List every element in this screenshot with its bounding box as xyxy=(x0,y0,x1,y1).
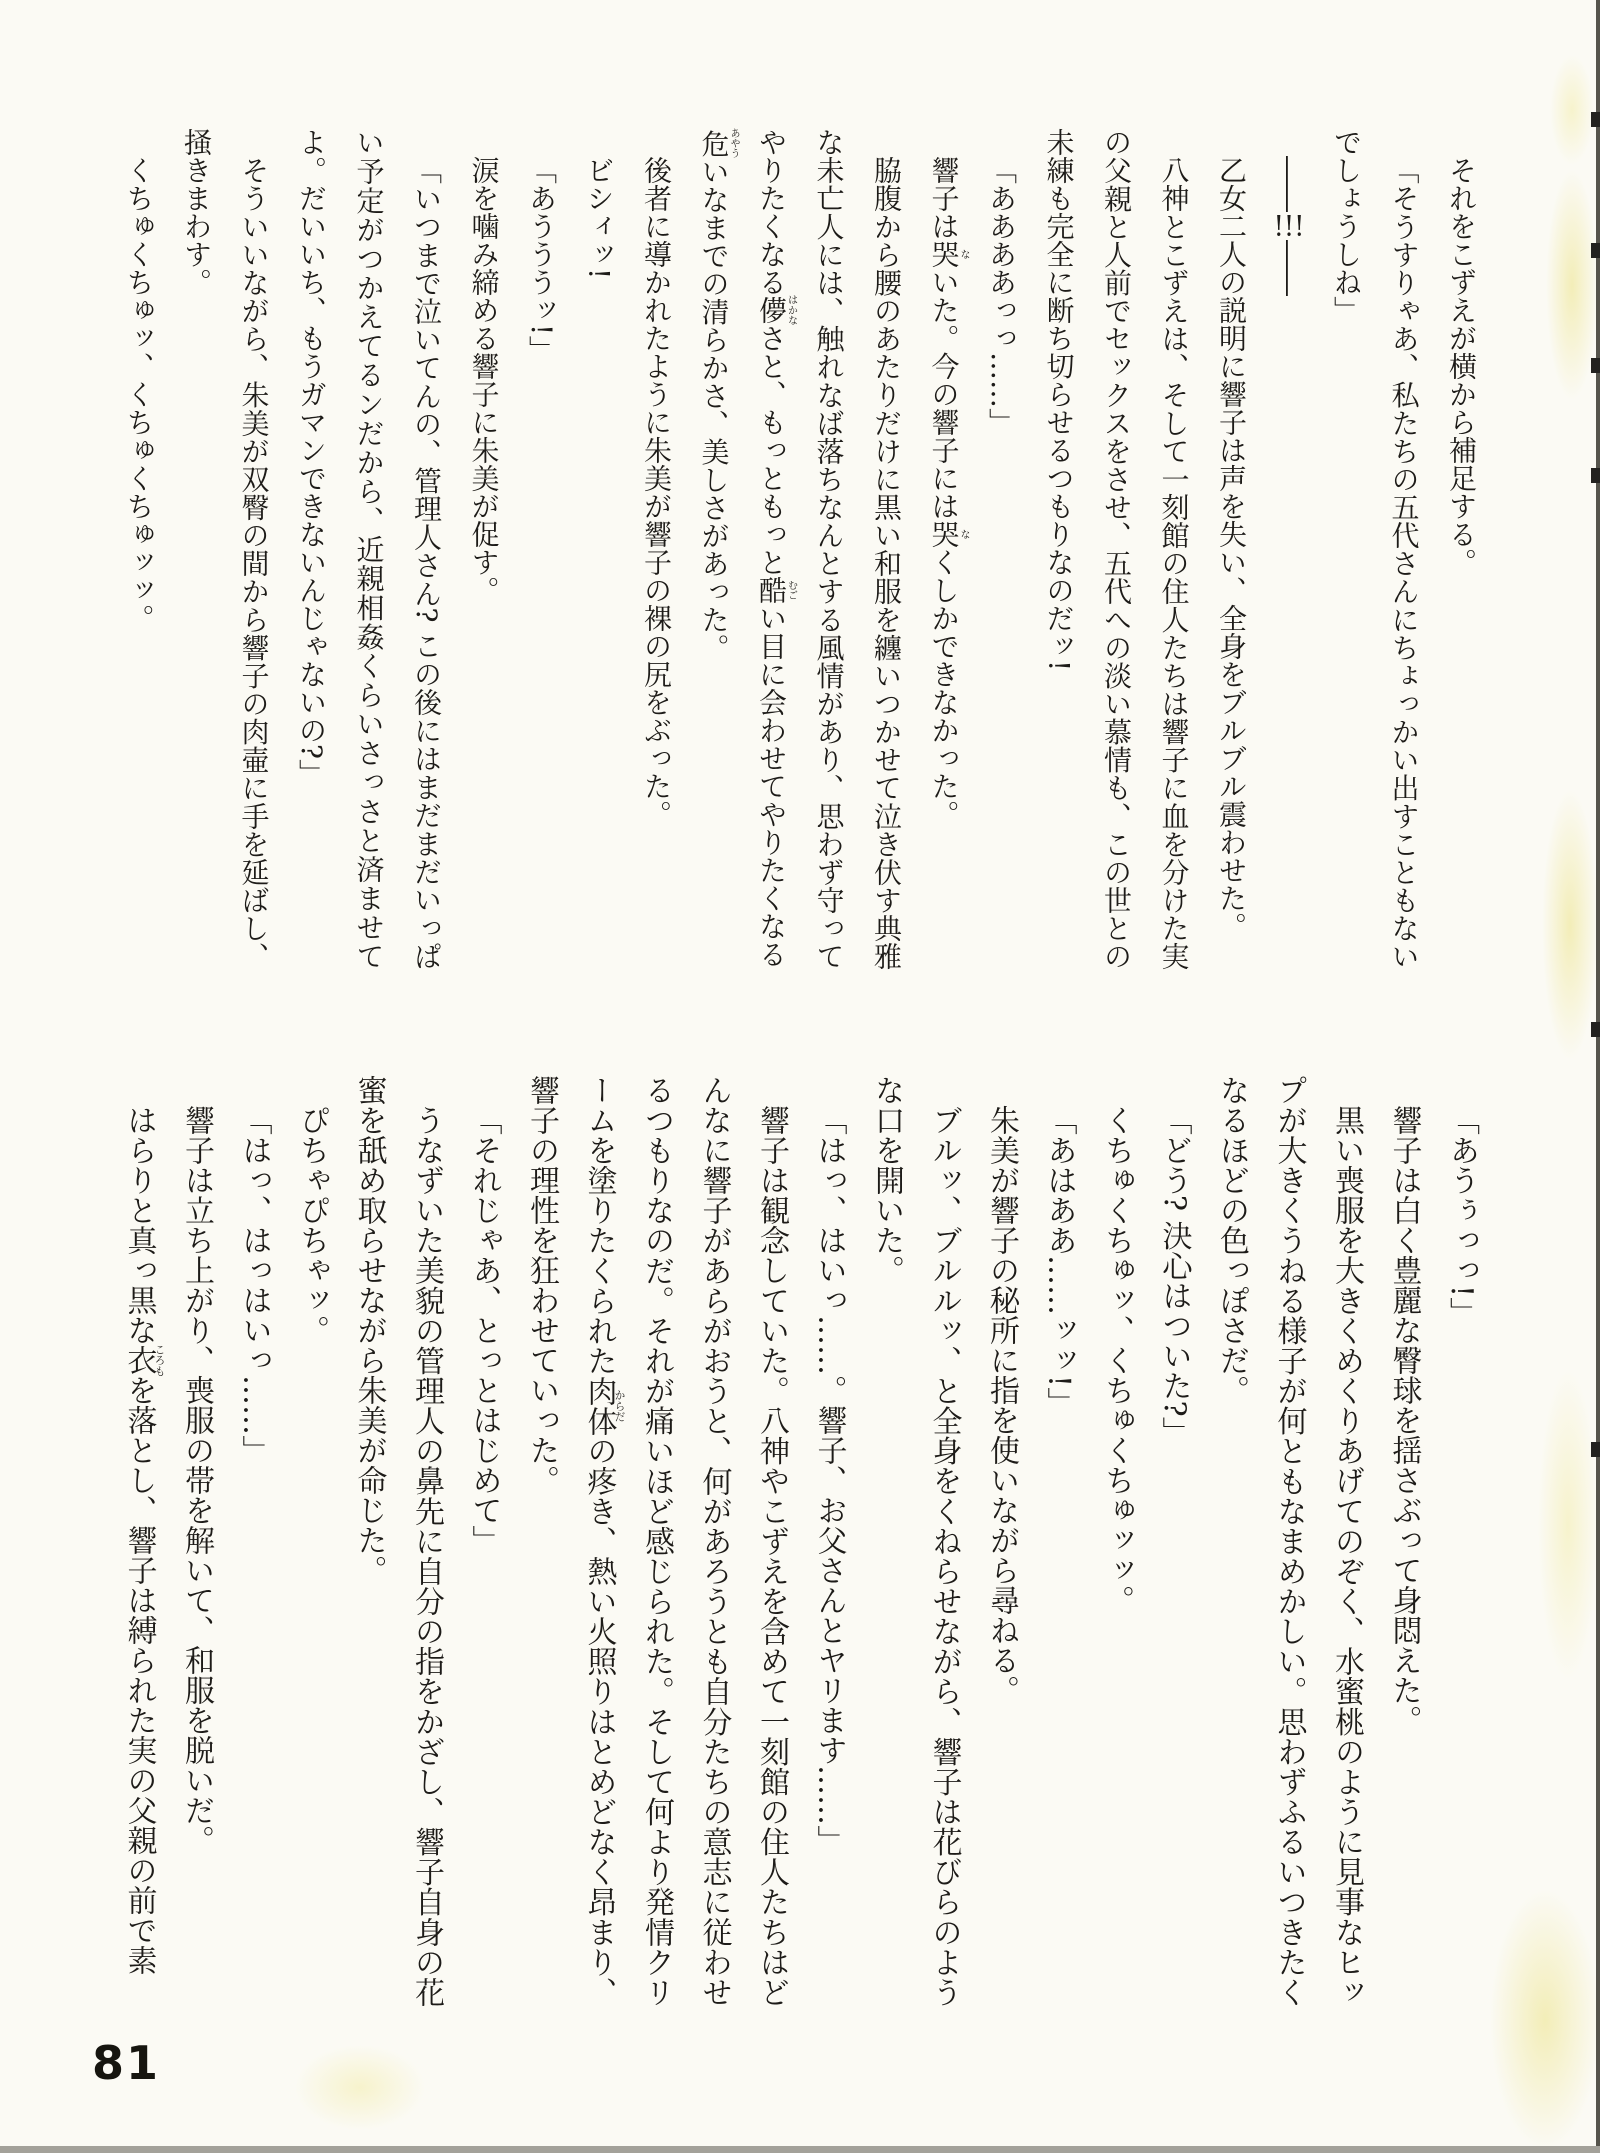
text-run: さと、もっともっと xyxy=(755,324,788,576)
page-edge-notch xyxy=(1591,243,1600,258)
text-run: そういいながら、朱美が双臀の間から響子の肉壷に手を延ばし、掻きまわす。 xyxy=(180,128,271,970)
text-run: 響子は立ち上がり、喪服の帯を解いて、和服を脱いだ。 xyxy=(179,1105,214,1855)
text-line xyxy=(283,128,456,970)
text-line xyxy=(1433,128,1491,970)
text-line xyxy=(628,128,686,970)
ruby-base: 儚はかな xyxy=(755,294,797,326)
text-line xyxy=(1030,1075,1088,2007)
page-edge-notch xyxy=(1591,358,1600,373)
text-run: うなずいた美貌の管理人の鼻先に自分の指をかざし、響子自身の花蜜を舐め取らせながら朱美が命じた。 xyxy=(351,1075,444,2007)
furigana: ころも xyxy=(153,1343,167,1377)
page-edge-notch xyxy=(1591,1442,1600,1457)
text-line xyxy=(858,1075,973,2007)
text-run: それをこずえが横から補足する。 xyxy=(1445,156,1478,576)
text-line xyxy=(340,1075,455,2007)
text-run: を落とし、響子は縛られた実の父親の前で素 xyxy=(121,1375,157,1975)
text-run: 「それじゃあ、とっとはじめて」 xyxy=(466,1105,502,1555)
text-run: 響子は観念していた。八神やこずえを含めて一刻館の住人たちはどんなに響子があらがおうと、何があろうとも自分たちの意志に従わせるつもりなのだ。それが痛いほど感じられた。そして何より発情クリームを塗りたくられた xyxy=(581,1075,789,2007)
page-edge-notch xyxy=(1591,468,1600,483)
paper-stain xyxy=(1538,1370,1598,1680)
text-line xyxy=(110,1075,168,2007)
text-line xyxy=(570,128,628,970)
text-line xyxy=(283,1075,341,2007)
text-line xyxy=(225,1075,283,2007)
page-edge-notch xyxy=(1591,112,1600,127)
text-run: 乙女二人の説明に響子は声を失い、全身をブルブル震わせた。 xyxy=(1215,156,1248,940)
furigana: むご xyxy=(785,576,797,604)
text-run: いた。今の響子には xyxy=(927,268,961,520)
text-line xyxy=(1260,128,1318,970)
ruby-base: 肉体からだ xyxy=(581,1375,627,1436)
furigana: からだ xyxy=(613,1375,627,1436)
text-run: 「あうううッ!」 xyxy=(525,156,558,364)
ruby-base: 衣ころも xyxy=(121,1343,167,1377)
text-line xyxy=(800,1075,858,2007)
text-line xyxy=(1318,128,1433,970)
text-run: い目に会わせてやりたくなる xyxy=(755,604,788,968)
text-run: 「あはああ……ッッ!」 xyxy=(1041,1105,1077,1418)
text-run: ぴちゃぴちゃッ。 xyxy=(294,1105,329,1345)
text-line xyxy=(1088,1075,1146,2007)
text-line xyxy=(168,128,283,970)
text-block-top xyxy=(98,128,1490,970)
page-edge-notch xyxy=(1591,1022,1600,1037)
text-line xyxy=(1433,1075,1491,2007)
text-line xyxy=(110,128,168,970)
text-run: 「はっ、はっはいっ……」 xyxy=(236,1105,272,1465)
text-run: いなまでの清らかさ、美しさがあった。 xyxy=(697,157,731,662)
text-run: 脇腹から腰のあたりだけに黒い和服を纏いつかせて泣き伏す典雅な未亡人には、触れなば落ちなんとする風情があり、思わず守ってやりたくなる xyxy=(755,128,903,971)
page-edge-shadow-bottom xyxy=(0,2146,1600,2153)
text-line xyxy=(973,1075,1031,2007)
text-run: 響子は xyxy=(927,156,961,240)
text-run: 「どう? 決心はついた?」 xyxy=(1156,1105,1192,1447)
text-run: ―― xyxy=(1272,240,1306,296)
text-run: 「ああああっっ……」 xyxy=(985,156,1018,436)
text-run: 八神とこずえは、そして一刻館の住人たちは響子に血を分けた実の父親と人前でセックスをさせ、五代への淡い慕情も、この世との未練も完全に断ち切らせるつもりなのだッ! xyxy=(1042,128,1191,970)
text-line xyxy=(1203,128,1261,970)
text-line xyxy=(973,128,1031,970)
horizontal-in-vertical-text: !!! xyxy=(1273,212,1305,240)
text-run: ―― xyxy=(1272,156,1306,212)
text-block-bottom xyxy=(90,1075,1490,2007)
text-line xyxy=(455,1075,513,2007)
paper-stain xyxy=(295,2045,425,2130)
paper-stain xyxy=(1490,1890,1600,2150)
page-edge-line-right xyxy=(1596,0,1600,2153)
paper-stain xyxy=(1550,55,1594,165)
text-run: 黒い喪服を大きくめくりあげてのぞく、水蜜桃のように見事なヒップが大きくうねる様子が何ともなまめかしい。思わずふるいつきたくなるほどの色っぽさだ。 xyxy=(1214,1075,1364,2008)
text-run: 「あうぅっっ!」 xyxy=(1444,1105,1479,1328)
text-run: 朱美が響子の秘所に指を使いながら尋ねる。 xyxy=(984,1105,1019,1705)
text-line xyxy=(1030,128,1203,970)
text-run: 涙を噛み締める響子に朱美が促す。 xyxy=(467,156,501,604)
text-line xyxy=(915,128,973,970)
furigana: な xyxy=(958,240,969,268)
text-run: ブルッ、ブルルッ、と全身をくねらせながら、響子は花びらのような口を開いた。 xyxy=(869,1075,962,2007)
furigana: な xyxy=(958,520,969,548)
text-line xyxy=(1203,1075,1376,2007)
furigana: はかな xyxy=(785,294,797,326)
ruby-base: 哭な xyxy=(927,520,969,548)
text-run: 後者に導かれたように朱美が響子の裸の尻をぶった。 xyxy=(640,156,673,828)
page-number: 81 xyxy=(92,2036,161,2090)
ruby-base: 哭な xyxy=(927,240,969,268)
text-line xyxy=(513,1075,801,2007)
text-run: 響子は白く豊麗な臀球を揺さぶって身悶えた。 xyxy=(1386,1105,1422,1735)
ruby-base: 危あやう xyxy=(697,128,739,159)
ruby-base: 酷むご xyxy=(755,576,797,604)
text-run: 「いつまで泣いてんの、管理人さん? この後にはまだまだいっぱい予定がつかえてるンだから、近親相姦くらいさっさと済ませてよ。だいいち、もうガマンできないんじゃないの?」 xyxy=(295,128,443,970)
text-run: 「そうすりゃあ、私たちの五代さんにちょっかい出すこともないでしょうしね」 xyxy=(1330,128,1421,970)
text-line xyxy=(513,128,571,970)
text-run: くしかできなかった。 xyxy=(927,548,961,828)
text-run: くちゅくちゅッ、くちゅくちゅッッ。 xyxy=(122,156,156,632)
text-run: くちゅくちゅッ、くちゅくちゅッッ。 xyxy=(1099,1105,1134,1615)
text-line xyxy=(168,1075,226,2007)
text-run: の疼き、熱い火照りはとめどなく昂まり、響子の理性を狂わせていった。 xyxy=(524,1075,617,2008)
furigana: あやう xyxy=(728,128,739,159)
text-run: ビシィッ! xyxy=(582,156,616,280)
text-line xyxy=(455,128,513,970)
text-line xyxy=(1145,1075,1203,2007)
paper-stain xyxy=(1542,790,1598,1060)
text-run: 「はっ、はいっ……。響子、お父さんとヤリます……」 xyxy=(811,1105,847,1855)
text-line xyxy=(1375,1075,1433,2007)
text-run: はらりと真っ黒な xyxy=(121,1105,157,1345)
text-line xyxy=(685,128,915,970)
